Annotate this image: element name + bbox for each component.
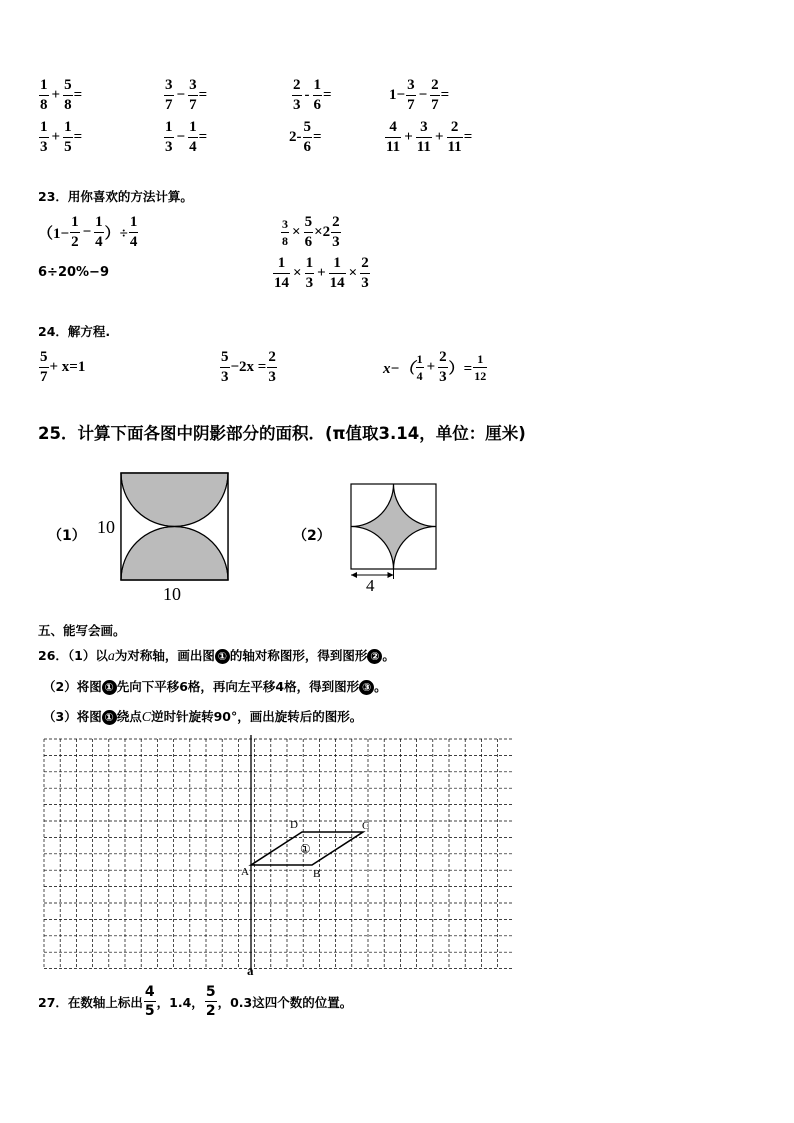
q26-line-2: （2）将图 ① 先向下平移6格，再向左平移4格，得到图形 ③ 。 bbox=[43, 679, 387, 694]
q22-expr-7: 2- $\frac{5}{6}$ = bbox=[289, 119, 322, 155]
shape-1-label: ① bbox=[300, 842, 311, 856]
q23-expr-3: 6÷20%−9 bbox=[38, 265, 109, 280]
q27-line: 27．在数轴上标出 $\frac{4}{5}$ ，1.4， $\frac{5}{2}$ ，0.3这四个数的位置。 bbox=[38, 984, 353, 1019]
q23-title: 23．用你喜欢的方法计算。 bbox=[38, 189, 193, 204]
q24-equation-1: $\frac{5}{7}$ + x=1 bbox=[40, 349, 86, 385]
q23-expr-1: （1− $\frac{1}{2}$ − $\frac{1}{4}$ ）÷ $\frac{1}{4}$ bbox=[38, 214, 138, 250]
q24-equation-3: x−（ $\frac{1}{4}$ + $\frac{2}{3}$ ）= $\frac{1}{12}$ bbox=[383, 349, 487, 385]
axis-a-label: a bbox=[247, 963, 254, 978]
q25-fig1-bottom-label: 10 bbox=[163, 584, 181, 604]
q22-expr-5: $\frac{1}{3}$ + $\frac{1}{5}$ = bbox=[40, 119, 83, 155]
circled-1-icon: ① bbox=[102, 710, 117, 725]
q25-figure-2 bbox=[350, 483, 440, 581]
q26-line-1: 26．（1）以a为对称轴，画出图 ① 的轴对称图形，得到图形 ② 。 bbox=[38, 648, 395, 664]
q22-expr-4: 1− $\frac{3}{7}$ − $\frac{2}{7}$ = bbox=[389, 77, 450, 113]
point-d-label: D bbox=[290, 819, 298, 831]
point-a-label: A bbox=[241, 866, 249, 878]
circled-1-icon: ① bbox=[215, 649, 230, 664]
q25-figure-1 bbox=[120, 472, 230, 582]
q22-expr-2: $\frac{3}{7}$ − $\frac{3}{7}$ = bbox=[165, 77, 208, 113]
point-b-label: B bbox=[313, 868, 321, 880]
q22-expr-6: $\frac{1}{3}$ − $\frac{1}{4}$ = bbox=[165, 119, 208, 155]
q24-equation-2: $\frac{5}{3}$ −2x = $\frac{2}{3}$ bbox=[221, 349, 276, 385]
q23-expr-2: $\frac{3}{8}$ × $\frac{5}{6}$ ×2 $\frac{2}{3}$ bbox=[282, 214, 340, 250]
point-c-label: C bbox=[362, 820, 370, 832]
q23-expr-4: $\frac{1}{14}$ × $\frac{1}{3}$ + $\frac{1}{14}$ × $\frac{2}{3}$ bbox=[274, 255, 369, 291]
q25-fig2-dim-label: 4 bbox=[366, 576, 375, 595]
q25-fig1-label: （1） bbox=[48, 528, 86, 544]
q22-expr-3: $\frac{2}{3}$ - $\frac{1}{6}$ = bbox=[293, 77, 332, 113]
section5-heading: 五、能写会画。 bbox=[38, 623, 126, 638]
q22-expr-8: $\frac{4}{11}$ + $\frac{3}{11}$ + $\frac{2}{11}$ = bbox=[386, 119, 473, 155]
q25-fig1-side-label: 10 bbox=[97, 517, 115, 537]
q25-title: 25．计算下面各图中阴影部分的面积．(π值取3.14，单位：厘米) bbox=[38, 424, 526, 443]
q25-fig2-label: （2） bbox=[293, 528, 331, 544]
q26-line-3: （3）将图 ① 绕点C逆时针旋转90°，画出旋转后的图形。 bbox=[43, 709, 363, 725]
circled-1-icon: ① bbox=[102, 680, 117, 695]
circled-3-icon: ③ bbox=[359, 680, 374, 695]
q24-title: 24．解方程. bbox=[38, 324, 111, 339]
circled-2-icon: ② bbox=[367, 649, 382, 664]
q26-grid bbox=[40, 735, 512, 980]
q22-expr-1: $\frac{1}{8}$ + $\frac{5}{8}$ = bbox=[40, 77, 83, 113]
